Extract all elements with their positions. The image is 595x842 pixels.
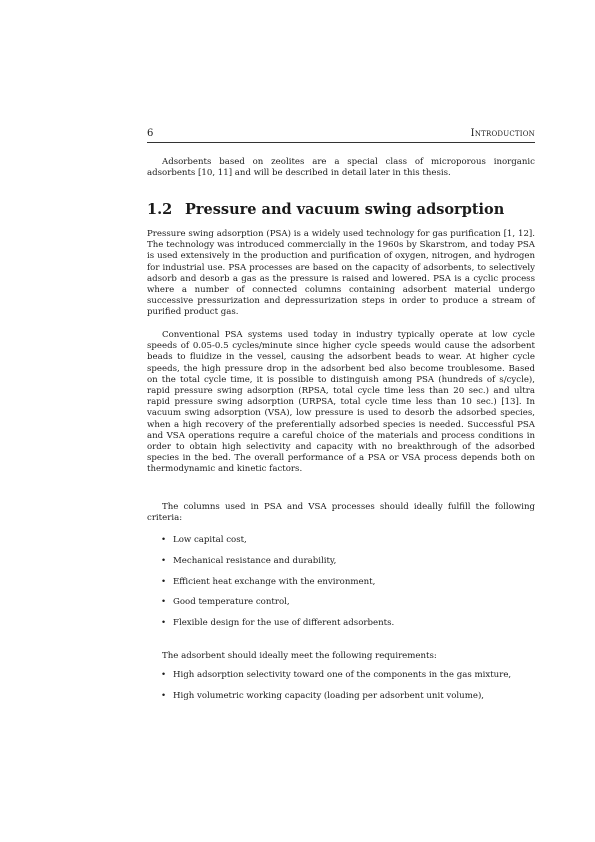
list-item xyxy=(161,577,535,598)
paragraph-psa-systems: Conventional PSA systems used today in industry typically operate at low cycle speeds of 0.05-0.5 cycles/minute since higher cycle speeds would cause the adsorbent beads to fluidize in the vessel, causing the adsorbent beads to wear. At higher cycle speeds, the high pressure drop in the adsorbent bed also become troublesome. Based on the total cycle time, it is possible to distinguish among PSA (hundreds of s/cycle), rapid pressure swing adsorption (RPSA, total cycle time less than 20 sec.) and ultra rapid pressure swing adsorption (URPSA, total cycle time less than 10 sec.) [13]. In vacuum swing adsorption (VSA), low pressure is used to desorb the adsorbed species, when a high recovery of the preferentially adsorbed species is needed. Successful PSA and VSA operations require a careful choice of the materials and process conditions in order to obtain high selectivity and capacity with no breakthrough of the adsorbed species in the bed. The overall performance of a PSA or VSA process depends both on thermodynamic and kinetic factors. xyxy=(147,330,535,475)
list-item xyxy=(161,618,535,639)
list-item-text: Good temperature control, xyxy=(173,597,290,608)
section-heading xyxy=(147,201,504,219)
list-item-text: Low capital cost, xyxy=(173,535,247,545)
section-number: 1.2 xyxy=(147,201,173,218)
running-title: Introduction xyxy=(470,128,535,139)
list-item-text: Flexible design for the use of different adsorbents. xyxy=(173,618,395,629)
list-item xyxy=(161,556,535,577)
paragraph-column-criteria: The columns used in PSA and VSA processes should ideally fulfill the following criteria: xyxy=(147,502,535,524)
list-item xyxy=(161,597,535,618)
list-item-text: High adsorption selectivity toward one of the components in the gas mixture, xyxy=(173,670,512,680)
paragraph-psa-definition: Pressure swing adsorption (PSA) is a widely used technology for gas purification [1, 12]. The technology was introduced commercially in the 1960s by Skarstrom, and today PSA is used extensively in the production and purification of oxygen, nitrogen, and hydrogen for industrial use. PSA processes are based on the capacity of adsorbents, to selectively adsorb and desorb a gas as the pressure is raised and lowered. PSA is a cyclic process where a number of connected columns containing adsorbent material undergo successive pressurization and depressurization steps in order to produce a stream of purified product gas. xyxy=(147,229,535,318)
paragraph-adsorbent-requirements: The adsorbent should ideally meet the following requirements: xyxy=(162,651,437,661)
bullet-icon: • xyxy=(161,576,167,587)
requirements-list xyxy=(161,670,535,712)
list-item-text: High volumetric working capacity (loading per adsorbent unit volume), xyxy=(173,690,485,701)
running-head xyxy=(147,128,535,140)
bullet-icon: • xyxy=(161,597,167,608)
page-number: 6 xyxy=(147,128,154,139)
header-rule xyxy=(147,142,535,143)
bullet-icon: • xyxy=(161,535,167,545)
intro-paragraph: Adsorbents based on zeolites are a special class of microporous inorganic adsorbents [10, 11] and will be described in detail later in this thesis. xyxy=(147,157,535,179)
section-title: Pressure and vacuum swing adsorption xyxy=(185,201,505,218)
bullet-icon: • xyxy=(161,618,167,629)
list-item-text: Efficient heat exchange with the environment, xyxy=(173,576,376,587)
list-item xyxy=(161,691,535,712)
list-item-text: Mechanical resistance and durability, xyxy=(173,555,337,566)
bullet-icon: • xyxy=(161,555,167,566)
list-item xyxy=(161,670,535,691)
bullet-icon: • xyxy=(161,690,167,701)
bullet-icon: • xyxy=(161,670,167,680)
criteria-list xyxy=(161,535,535,639)
list-item xyxy=(161,535,535,556)
